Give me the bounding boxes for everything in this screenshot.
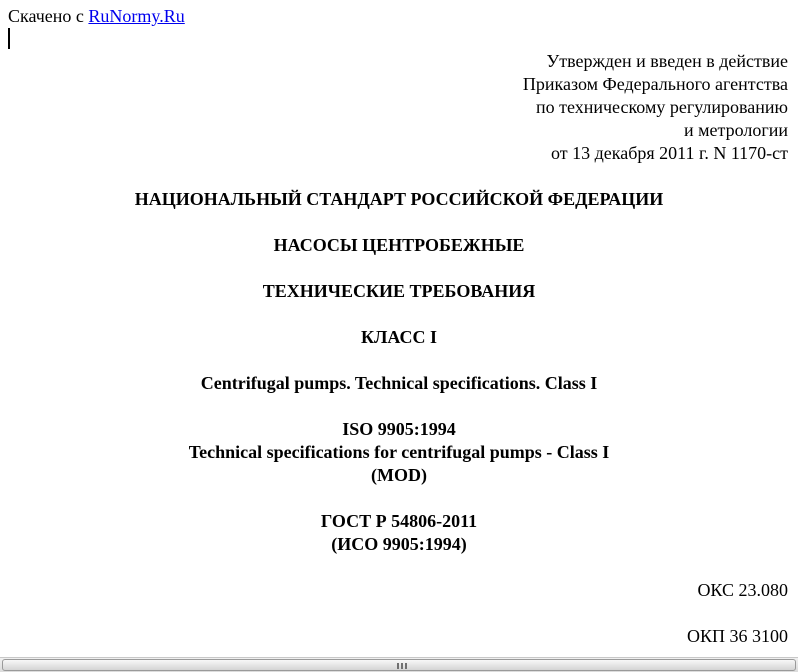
runormy-link[interactable]: RuNormy.Ru: [88, 6, 185, 26]
source-prefix: Скачено с: [8, 6, 89, 26]
source-line: [8, 5, 185, 27]
approval-line: и метрологии: [684, 120, 788, 140]
scrollbar-thumb[interactable]: [2, 659, 796, 671]
iso-title: Technical specifications for centrifugal pumps - Class I: [188, 442, 610, 462]
text-cursor: [8, 28, 10, 49]
approval-line: по техническому регулированию: [535, 97, 788, 117]
title-sub: ТЕХНИЧЕСКИЕ ТРЕБОВАНИЯ: [262, 281, 536, 301]
oks-code: ОКС 23.080: [697, 580, 788, 600]
modification-label: (MOD): [371, 465, 427, 485]
approval-line: Утвержден и введен в действие: [546, 51, 788, 71]
iso-ru-code: (ИСО 9905:1994): [331, 534, 467, 554]
gost-code: ГОСТ Р 54806-2011: [320, 511, 478, 531]
class-label: КЛАСС I: [360, 327, 438, 347]
approval-block: [523, 50, 788, 165]
english-title: Centrifugal pumps. Technical specifications. Class I: [200, 373, 598, 393]
horizontal-scrollbar[interactable]: [0, 657, 798, 672]
approval-line: Приказом Федерального агентства: [522, 74, 788, 94]
iso-code: ISO 9905:1994: [342, 419, 456, 439]
title-main: НАСОСЫ ЦЕНТРОБЕЖНЫЕ: [273, 235, 525, 255]
okp-code: ОКП 36 3100: [686, 626, 788, 646]
approval-line: от 13 декабря 2011 г. N 1170-ст: [550, 143, 788, 163]
grip-icon: [397, 663, 407, 669]
national-standard-heading: НАЦИОНАЛЬНЫЙ СТАНДАРТ РОССИЙСКОЙ ФЕДЕРАЦИИ: [134, 189, 664, 209]
